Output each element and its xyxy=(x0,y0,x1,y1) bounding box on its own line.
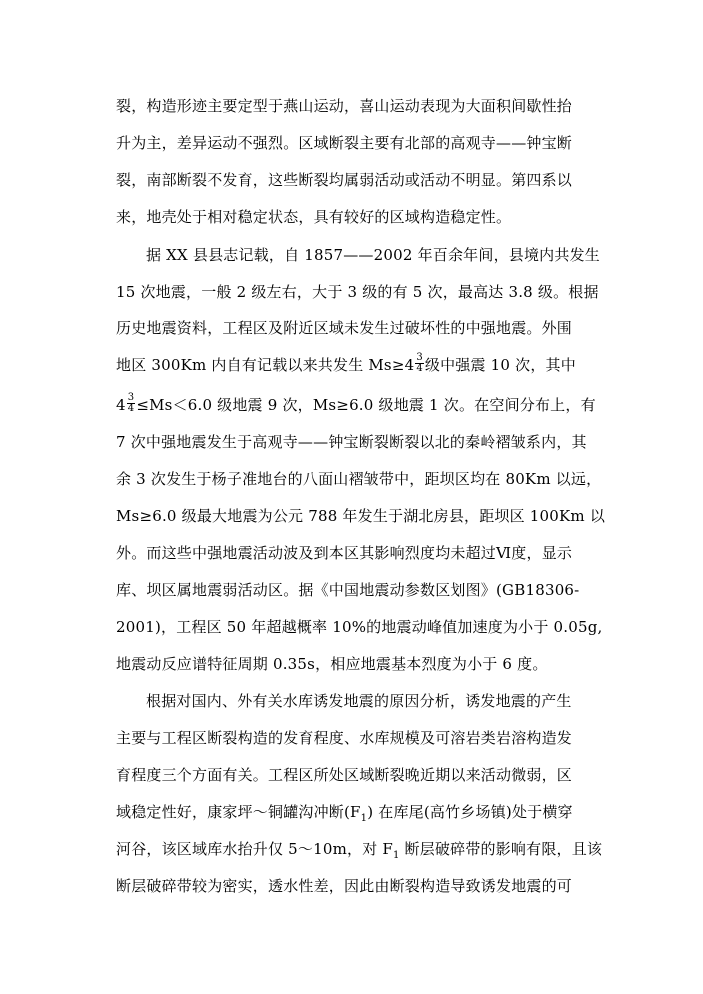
p3-line-1: 根据对国内、外有关水库诱发地震的原因分析，诱发地震的产生 xyxy=(146,692,572,710)
p3-line-4-text-b: ) 在库尾(高竹乡场镇)处于横穿 xyxy=(367,803,573,821)
p2-line-5 xyxy=(116,391,636,415)
p1-line-2: 升为主，差异运动不强烈。区域断裂主要有北部的高观寺——钟宝断 xyxy=(116,134,573,152)
p2-line-8: Ms≥6.0 级最大地震为公元 788 年发生于湖北房县，距坝区 100Km 以 xyxy=(116,507,606,525)
fraction-numerator: 3 xyxy=(416,351,423,363)
p2-line-12: 地震动反应谱特征周期 0.35s，相应地震基本烈度为小于 6 度。 xyxy=(116,655,548,673)
p3-line-5-text-a: 河谷，该区域库水抬升仅 5～10m，对 F xyxy=(116,840,393,858)
p3-line-5-subscript: 1 xyxy=(393,850,400,861)
p1-line-1: 裂，构造形迹主要定型于燕山运动，喜山运动表现为大面积间歇性抬 xyxy=(116,97,573,115)
p3-line-2: 主要与工程区断裂构造的发育程度、水库规模及可溶岩类岩溶构造发 xyxy=(116,729,573,747)
fraction-denominator-2: 4 xyxy=(127,402,135,414)
p2-line-4-text-b: 级中强震 10 次，其中 xyxy=(424,356,576,374)
p2-line-9: 外。而这些中强地震活动波及到本区其影响烈度均未超过Ⅵ度，显示 xyxy=(116,544,573,562)
p3-line-6: 断层破碎带较为密实，透水性差，因此由断裂构造导致诱发地震的可 xyxy=(116,877,573,895)
p2-line-11: 2001)，工程区 50 年超越概率 10%的地震动峰值加速度为小于 0.05g, xyxy=(116,618,603,636)
p1-line-3: 裂，南部断裂不发育，这些断裂均属弱活动或活动不明显。第四系以 xyxy=(116,171,573,189)
p2-line-2: 15 次地震，一般 2 级左右，大于 3 级的有 5 次，最高达 3.8 级。根据 xyxy=(116,283,599,301)
fraction-denominator: 4 xyxy=(416,362,423,374)
p3-line-4-text-a: 域稳定性好，康家坪～铜罐沟冲断(F xyxy=(116,803,361,821)
p2-line-5-text-b: ≤Ms＜6.0 级地震 9 次，Ms≥6.0 级地震 1 次。在空间分布上，有 xyxy=(136,396,596,414)
p3-line-4 xyxy=(116,802,636,829)
fraction-numerator-2: 3 xyxy=(127,391,135,403)
p2-line-3: 历史地震资料，工程区及附近区域未发生过破坏性的中强地震。外围 xyxy=(116,319,573,337)
p2-line-7: 余 3 次发生于杨子准地台的八面山褶皱带中，距坝区均在 80Km 以远， xyxy=(116,470,602,488)
p3-line-3: 育程度三个方面有关。工程区所处区域断裂晚近期以来活动微弱，区 xyxy=(116,766,573,784)
p3-line-5-text-b: 断层破碎带的影响有限，且该 xyxy=(399,840,603,858)
p2-line-6: 7 次中强地震发生于高观寺——钟宝断裂断裂以北的秦岭褶皱系内，其 xyxy=(116,433,587,451)
p2-line-10: 库、坝区属地震弱活动区。据《中国地震动参数区划图》(GB18306- xyxy=(116,581,580,599)
p2-line-4-text-a: 地区 300Km 内自有记载以来共发生 Ms≥4 xyxy=(116,356,415,374)
p3-line-4-subscript: 1 xyxy=(360,813,368,824)
p2-line-1: 据 XX 县县志记载，自 1857——2002 年百余年间，县境内共发生 xyxy=(146,246,600,264)
p3-line-5 xyxy=(116,839,636,866)
p1-line-4: 来，地壳处于相对稳定状态，具有较好的区域构造稳定性。 xyxy=(116,208,512,226)
fraction-three-quarters-2 xyxy=(127,393,136,414)
fraction-three-quarters xyxy=(415,353,424,374)
p2-line-5-text-a: 4 xyxy=(116,396,126,414)
p2-line-4 xyxy=(116,351,636,375)
